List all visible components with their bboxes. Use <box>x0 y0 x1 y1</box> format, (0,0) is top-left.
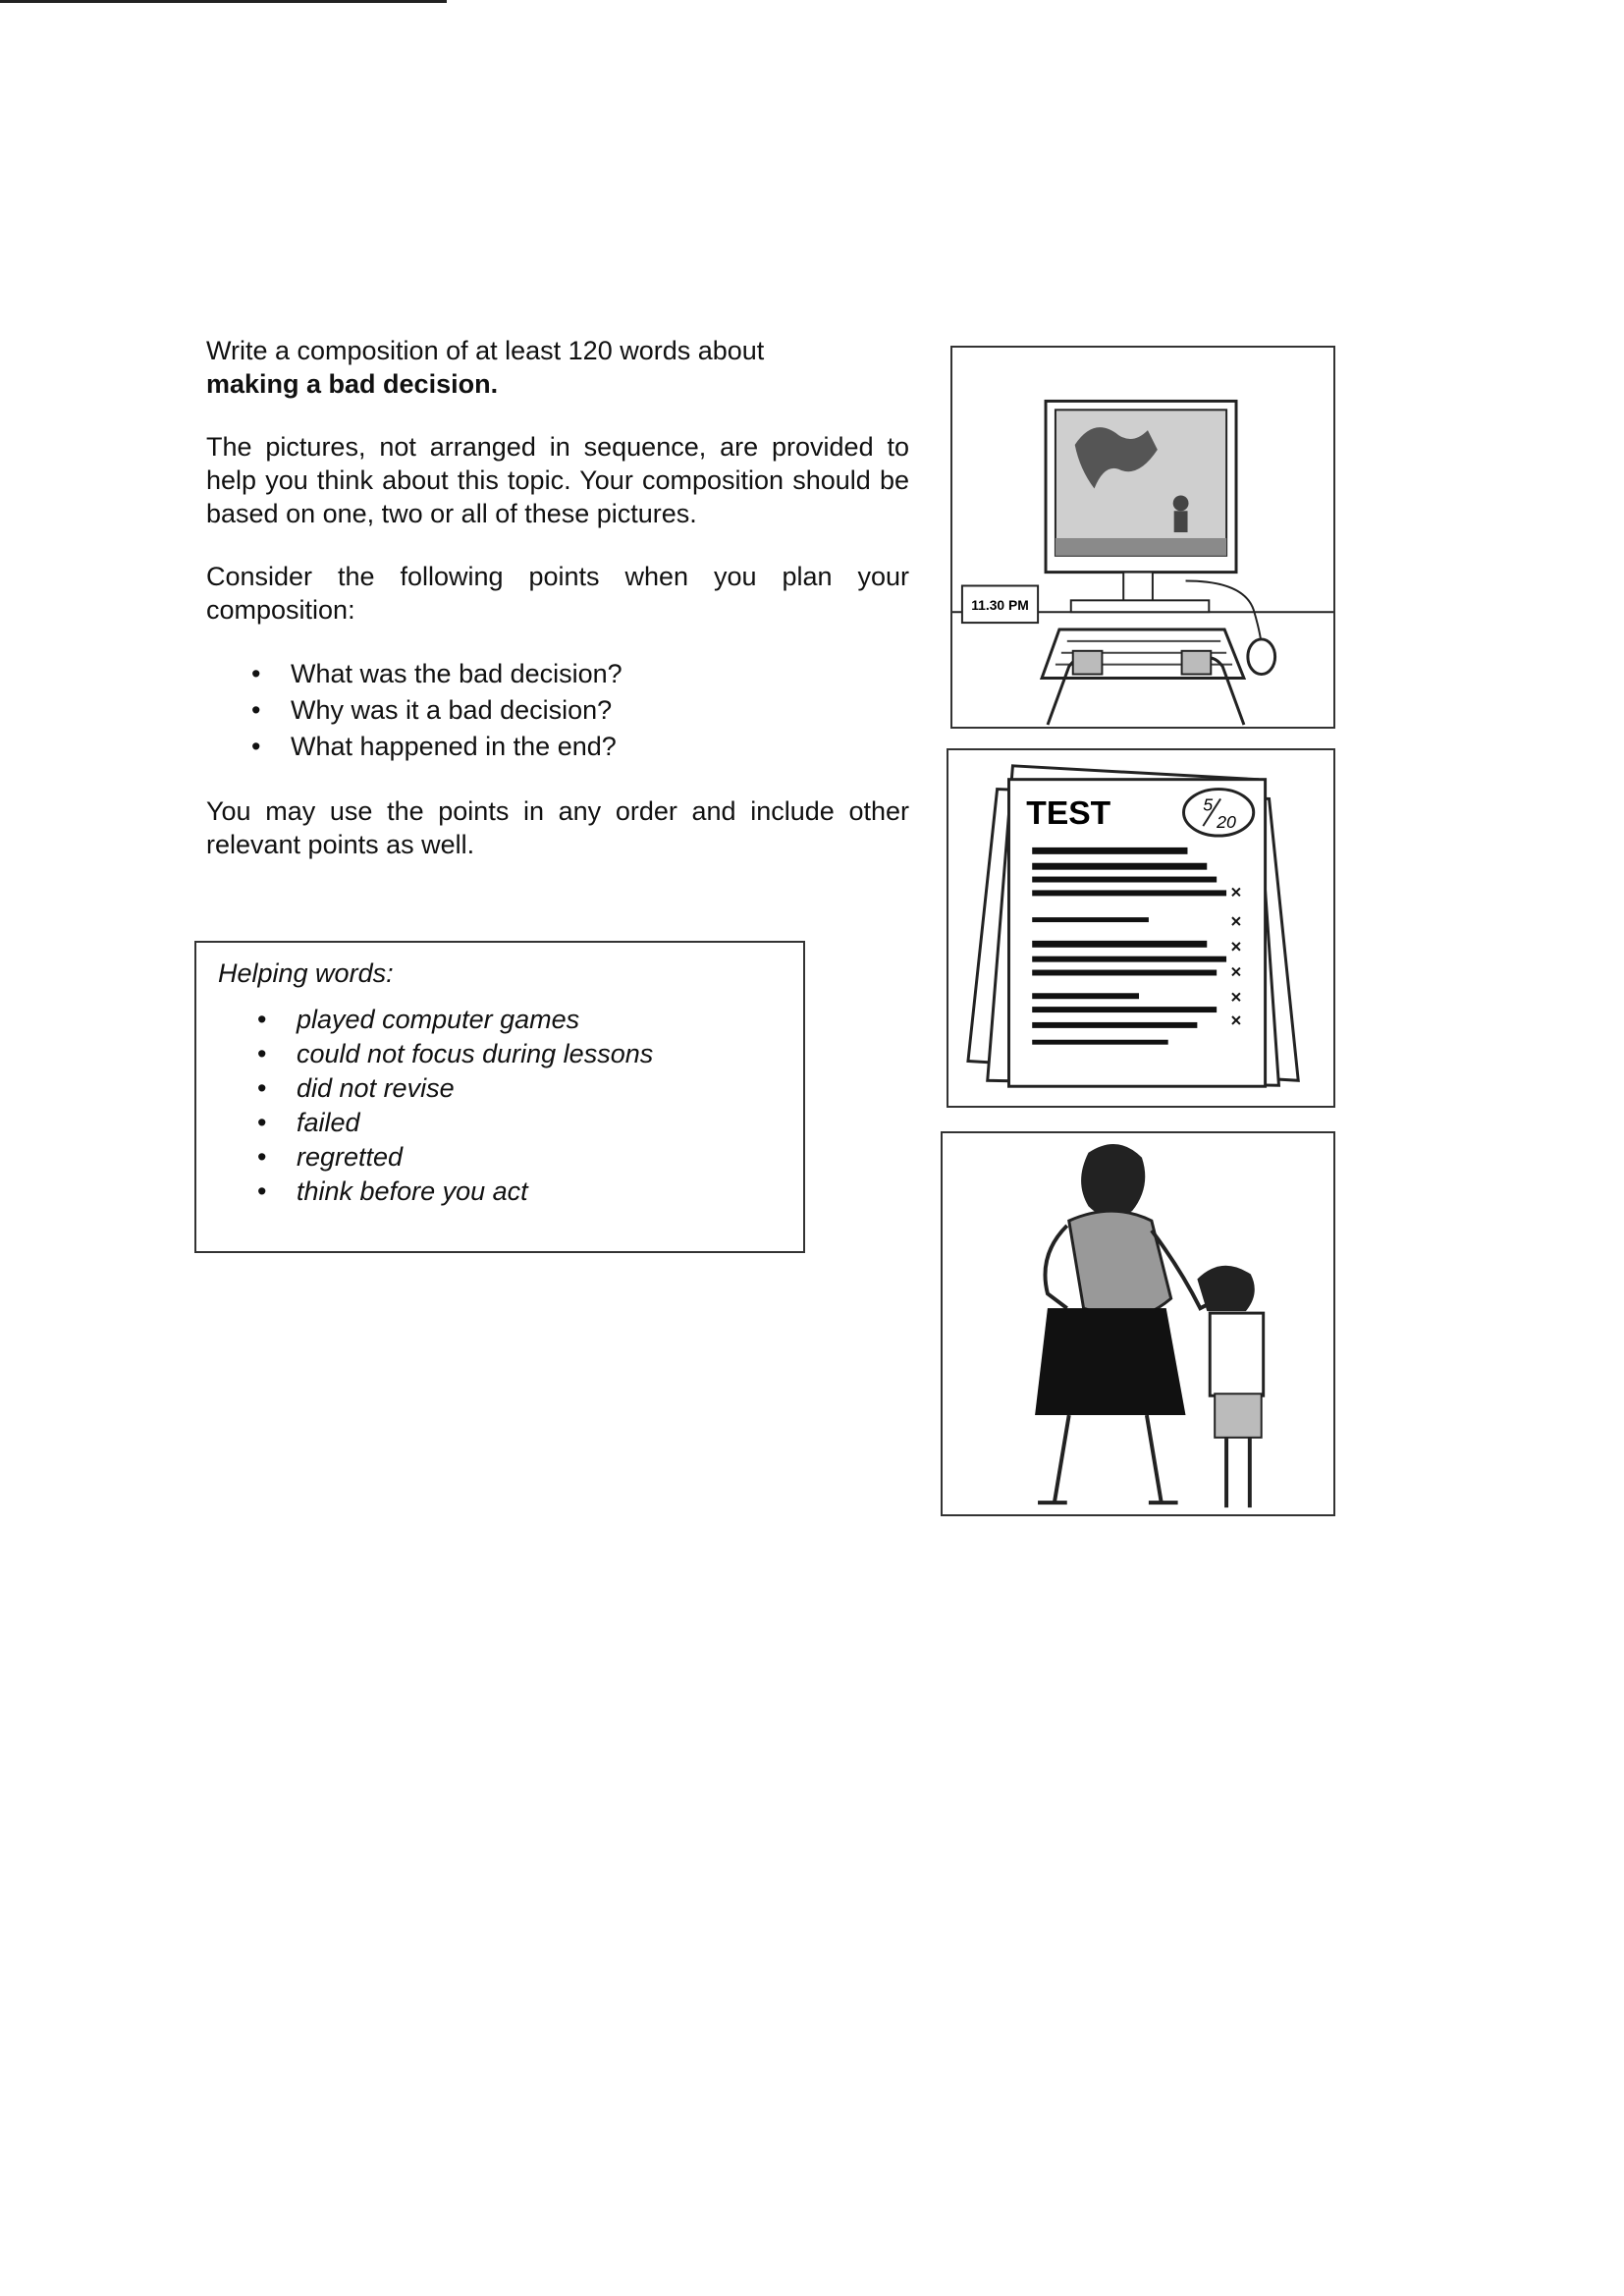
list-item: • Why was it a bad decision? <box>251 692 909 729</box>
mouse-icon <box>1248 639 1275 675</box>
score-denominator: 20 <box>1217 812 1236 833</box>
scan-edge-line <box>0 0 447 3</box>
list-item: • failed <box>257 1106 803 1140</box>
list-item: • What was the bad decision? <box>251 656 909 692</box>
intro-text: Write a composition of at least 120 words about <box>206 336 765 365</box>
scolding-illustration <box>943 1133 1333 1514</box>
test-label: TEST <box>1026 795 1111 833</box>
intro-paragraph <box>206 334 909 401</box>
list-item: • What happened in the end? <box>251 729 909 765</box>
list-item: • could not focus during lessons <box>257 1037 803 1071</box>
score-numerator: 5 <box>1203 794 1214 815</box>
picture-scolding <box>941 1131 1335 1516</box>
helping-words-list <box>218 1003 803 1209</box>
test-paper-illustration <box>948 750 1333 1106</box>
computer-illustration <box>952 348 1333 727</box>
list-item: • did not revise <box>257 1071 803 1106</box>
points-list <box>206 656 909 765</box>
helping-words-title: Helping words: <box>218 958 394 988</box>
instructions <box>206 334 909 891</box>
order-note: You may use the points in any order and include other relevant points as well. <box>206 796 909 859</box>
consider-text: Consider the following points when you plan your composition: <box>206 562 909 625</box>
topic-text: making a bad decision. <box>206 369 499 399</box>
list-item: • played computer games <box>257 1003 803 1037</box>
picture-test-paper <box>947 748 1335 1108</box>
helping-words-box <box>194 941 805 1253</box>
list-item: • think before you act <box>257 1175 803 1209</box>
list-item: • regretted <box>257 1140 803 1175</box>
clock-label: 11.30 PM <box>971 597 1029 614</box>
pictures-note: The pictures, not arranged in sequence, are provided to help you think about this topic. Your composition should be based on one, two or all of these pictures. <box>206 432 909 528</box>
picture-computer-games <box>950 346 1335 729</box>
